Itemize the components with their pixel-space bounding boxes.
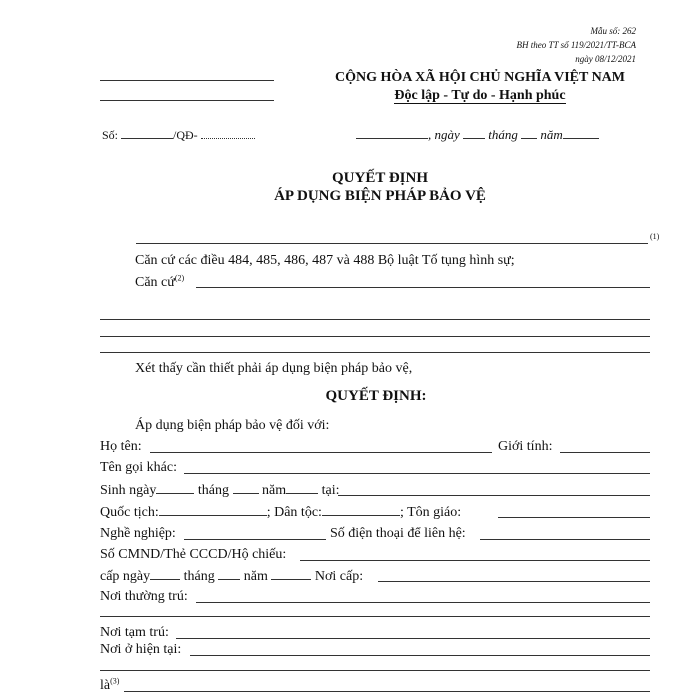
issue-month-blank[interactable] bbox=[218, 567, 240, 580]
noi-o-hien-tai-label: Nơi ở hiện tại: bbox=[100, 642, 182, 657]
cmnd-label: Số CMND/Thẻ CCCD/Hộ chiếu: bbox=[100, 547, 287, 562]
footnote-2: (2) bbox=[174, 273, 185, 283]
place-date bbox=[356, 126, 599, 144]
dan-toc-field[interactable] bbox=[322, 503, 400, 516]
basis-line-3[interactable] bbox=[100, 352, 650, 353]
la-field[interactable] bbox=[124, 691, 650, 692]
form-note-line3: ngày 08/12/2021 bbox=[575, 54, 636, 64]
cap-thang-label: tháng bbox=[183, 569, 215, 584]
year-blank[interactable] bbox=[563, 126, 599, 139]
dan-toc-label: ; Dân tộc: bbox=[266, 505, 322, 520]
qd-label: /QĐ- bbox=[173, 128, 198, 142]
basis-law: Căn cứ các điều 484, 485, 486, 487 và 488 Bộ luật Tố tụng hình sự; bbox=[135, 253, 515, 268]
basis-line-2[interactable] bbox=[100, 336, 650, 337]
issue-year-blank[interactable] bbox=[271, 567, 311, 580]
noi-o-hien-tai-field[interactable] bbox=[190, 655, 650, 656]
so-label: Số: bbox=[102, 128, 119, 142]
noi-tam-tru-label: Nơi tạm trú: bbox=[100, 625, 169, 640]
birth-place-field[interactable] bbox=[338, 495, 650, 496]
ton-giao-label: ; Tôn giáo: bbox=[399, 505, 462, 520]
title-line-1: QUYẾT ĐỊNH bbox=[332, 170, 428, 186]
gioi-tinh-field[interactable] bbox=[560, 452, 650, 453]
sinh-thang-label: tháng bbox=[197, 483, 229, 498]
sinh-ngay-label: Sinh ngày bbox=[100, 483, 157, 498]
motto-text: Độc lập - Tự do - Hạnh phúc bbox=[394, 88, 566, 103]
birth-month-blank[interactable] bbox=[233, 481, 259, 494]
quoc-tich-label: Quốc tịch: bbox=[100, 505, 159, 520]
month-blank[interactable] bbox=[521, 126, 537, 139]
gioi-tinh-label: Giới tính: bbox=[498, 439, 553, 454]
issue-day-blank[interactable] bbox=[150, 567, 180, 580]
la-row bbox=[100, 677, 119, 695]
so-dien-thoai-field[interactable] bbox=[480, 539, 650, 540]
noi-tam-tru-field[interactable] bbox=[176, 638, 650, 639]
basis-other bbox=[135, 274, 184, 292]
basis-line-1[interactable] bbox=[100, 319, 650, 320]
document-number bbox=[102, 126, 255, 144]
ho-ten-label: Họ tên: bbox=[100, 439, 142, 454]
decision-heading: QUYẾT ĐỊNH: bbox=[325, 388, 427, 404]
nam-label: năm bbox=[540, 127, 563, 142]
so-blank[interactable] bbox=[121, 126, 173, 139]
cap-ngay-label: cấp ngày bbox=[100, 569, 151, 584]
cap-nam-label: năm bbox=[243, 569, 268, 584]
birth-day-blank[interactable] bbox=[156, 481, 194, 494]
la-label: là bbox=[100, 678, 111, 693]
agency-line-2[interactable] bbox=[100, 100, 274, 101]
birth-year-blank[interactable] bbox=[286, 481, 318, 494]
country-name: CỘNG HÒA XÃ HỘI CHỦ NGHĨA VIỆT NAM bbox=[334, 70, 625, 85]
sinh-nam-label: năm bbox=[262, 483, 287, 498]
noi-thuong-tru-field[interactable] bbox=[196, 602, 650, 603]
footnote-3: (3) bbox=[110, 676, 120, 686]
noi-o-hien-tai-line-2[interactable] bbox=[100, 670, 650, 671]
ho-ten-field[interactable] bbox=[150, 452, 492, 453]
thang-label: tháng bbox=[488, 127, 518, 142]
place-blank[interactable] bbox=[356, 126, 428, 139]
apply-to: Áp dụng biện pháp bảo vệ đối với: bbox=[135, 418, 330, 433]
issue-date-row bbox=[100, 567, 363, 585]
cmnd-field[interactable] bbox=[300, 560, 650, 561]
ten-goi-khac-field[interactable] bbox=[184, 473, 650, 474]
qd-blank[interactable] bbox=[201, 126, 255, 139]
basis-other-blank[interactable] bbox=[196, 287, 650, 288]
motto bbox=[330, 88, 630, 104]
day-blank[interactable] bbox=[463, 126, 485, 139]
form-note bbox=[516, 24, 636, 66]
title-line-2: ÁP DỤNG BIỆN PHÁP BẢO VỆ bbox=[274, 188, 486, 204]
consider-text: Xét thấy cần thiết phải áp dụng biện pháp bảo vệ, bbox=[135, 361, 413, 376]
so-dien-thoai-label: Số điện thoại để liên hệ: bbox=[330, 526, 466, 541]
footnote-1: (1) bbox=[650, 232, 660, 241]
form-note-line1: Mẫu số: 262 bbox=[590, 26, 636, 36]
basis-other-label: Căn cứ bbox=[135, 275, 175, 290]
ten-goi-khac-label: Tên gọi khác: bbox=[100, 460, 177, 475]
sinh-tai-label: tại: bbox=[321, 483, 340, 498]
ngay-label: , ngày bbox=[428, 127, 460, 142]
ton-giao-field[interactable] bbox=[498, 517, 650, 518]
agency-line-1[interactable] bbox=[100, 80, 274, 81]
quoc-tich-field[interactable] bbox=[159, 503, 267, 516]
nghe-nghiep-label: Nghề nghiệp: bbox=[100, 526, 176, 541]
noi-cap-field[interactable] bbox=[378, 581, 650, 582]
birth-date-row bbox=[100, 481, 340, 499]
noi-cap-label: Nơi cấp: bbox=[314, 569, 364, 584]
authority-line[interactable] bbox=[136, 243, 648, 244]
nationality-row bbox=[100, 503, 461, 521]
nghe-nghiep-field[interactable] bbox=[184, 539, 326, 540]
form-note-line2: BH theo TT số 119/2021/TT-BCA bbox=[516, 40, 636, 50]
noi-thuong-tru-line-2[interactable] bbox=[100, 616, 650, 617]
noi-thuong-tru-label: Nơi thường trú: bbox=[100, 589, 188, 604]
